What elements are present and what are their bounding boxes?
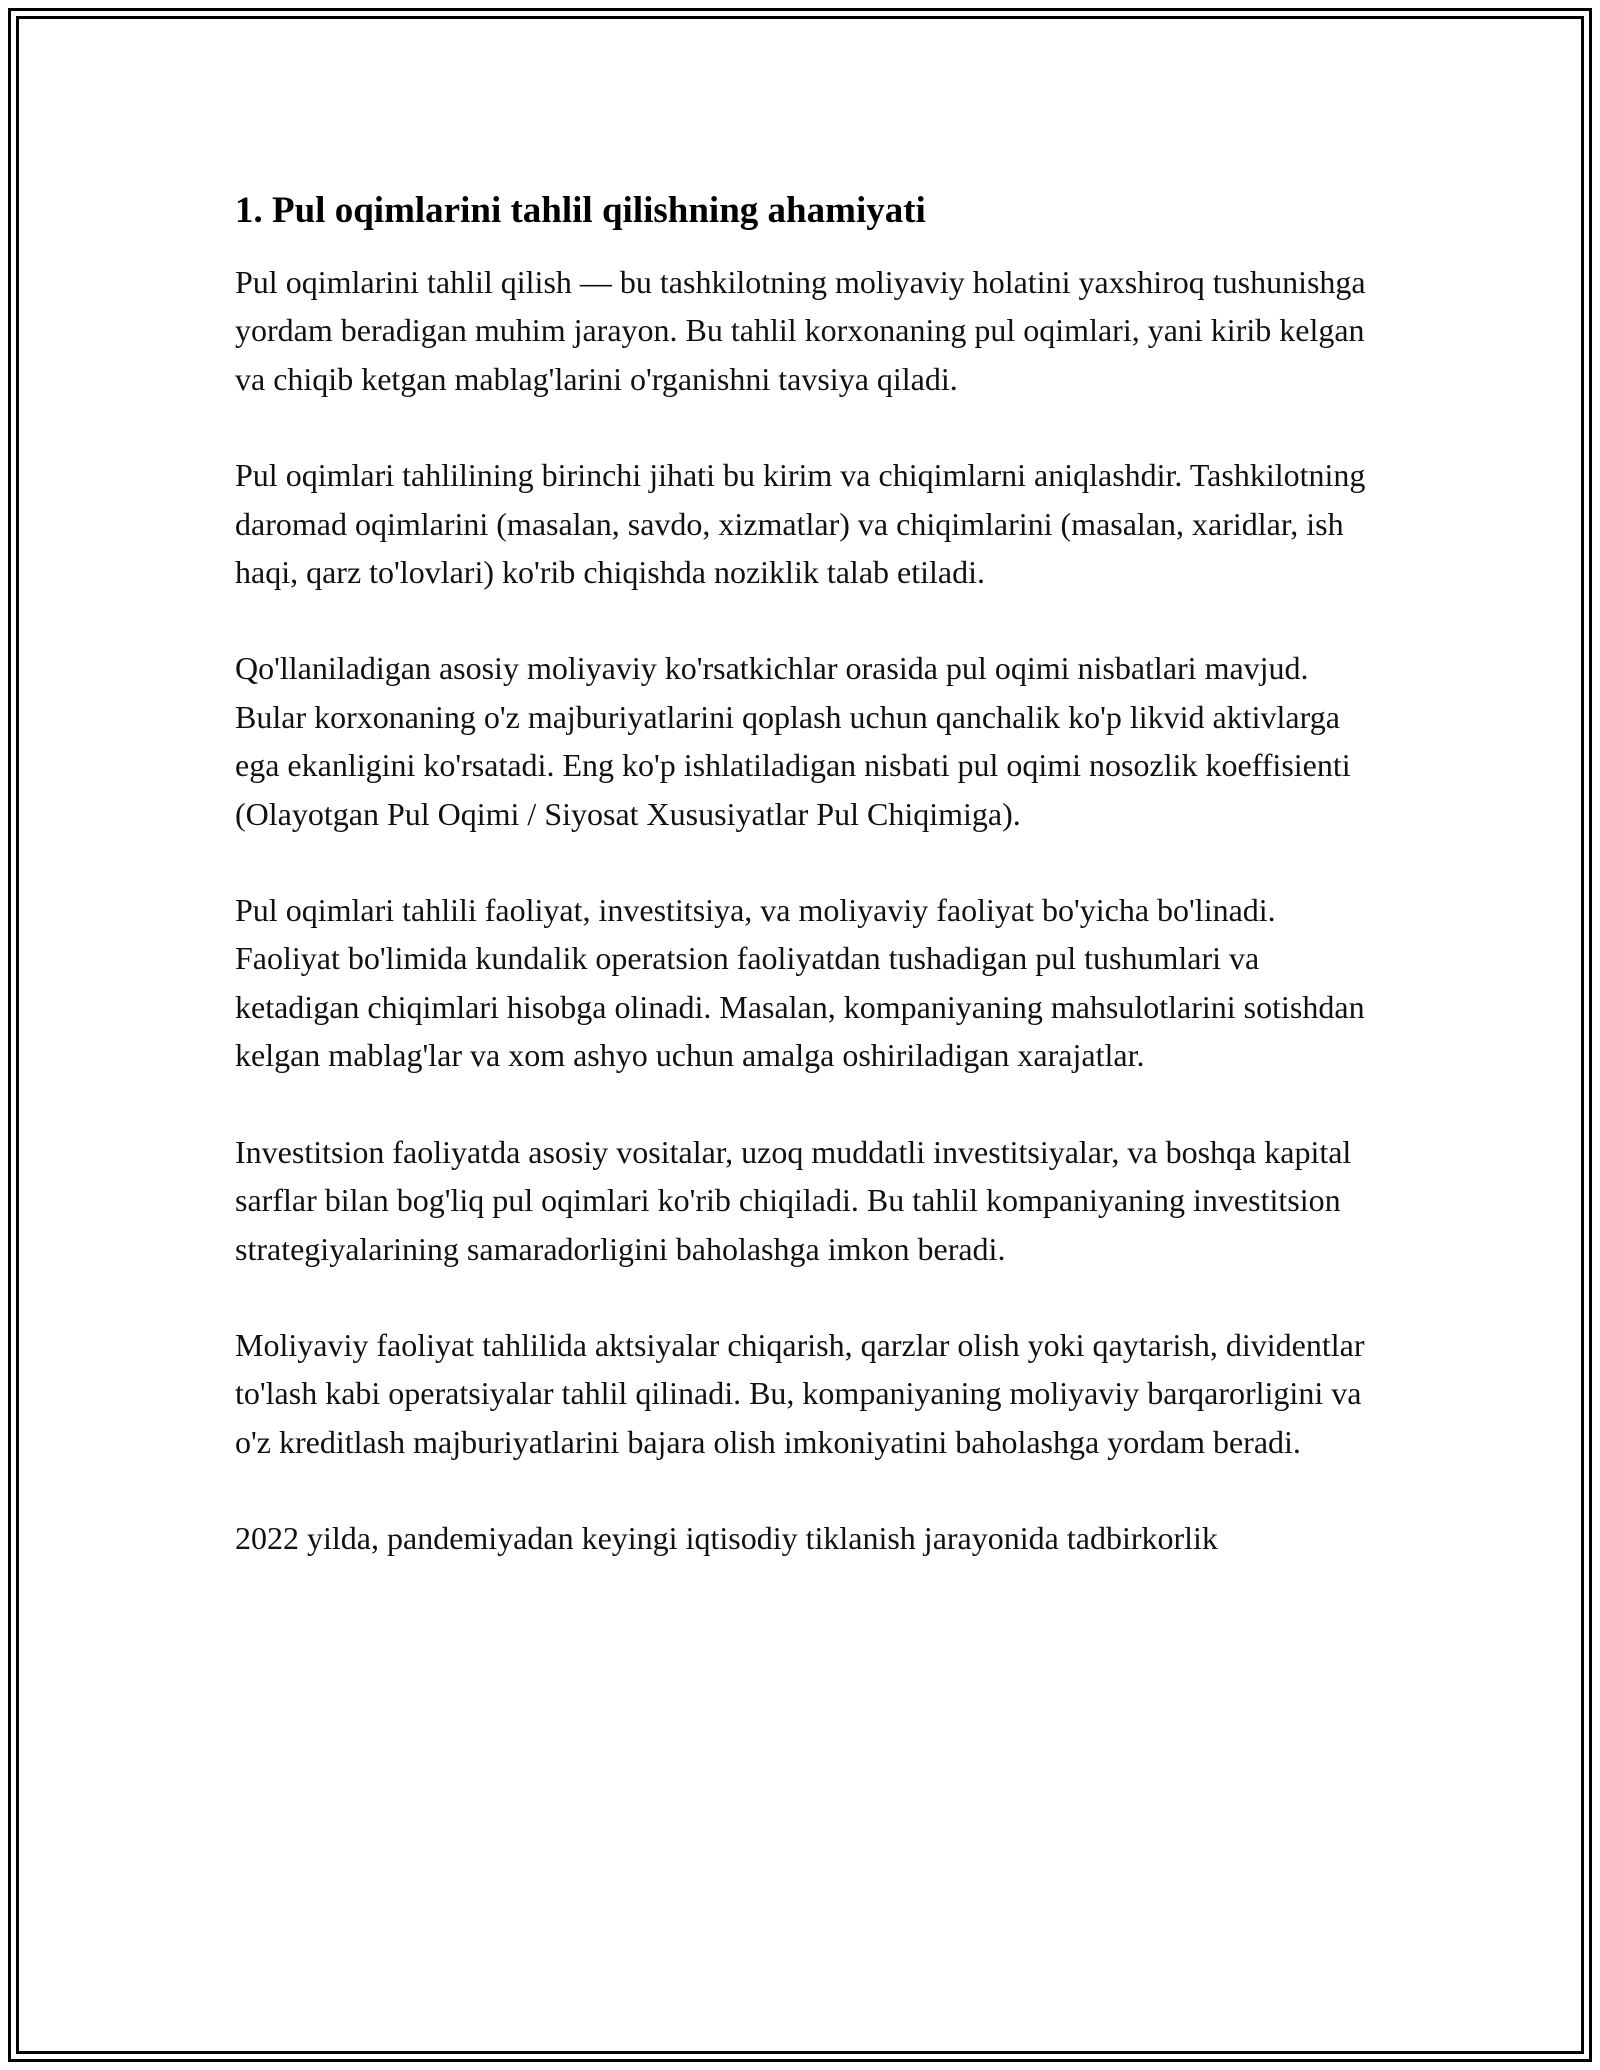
paragraph-7: 2022 yilda, pandemiyadan keyingi iqtisodiy tiklanish jarayonida tadbirkorlik bbox=[235, 1520, 1218, 1557]
paragraph-5: Investitsion faoliyatda asosiy vositalar, uzoq muddatli investitsiyalar, va boshqa kapital sarflar bilan bog'liq pul oqimlari ko'rib chiqiladi. Bu tahlil kompaniyaning investitsion strategiyalarining samaradorligini baholashga imkon beradi. bbox=[235, 1133, 1352, 1267]
paragraph-2: Pul oqimlari tahlilining birinchi jihati bu kirim va chiqimlarni aniqlashdir. Tashkilotning daromad oqimlarini (masalan, savdo, xizmatlar) va chiqimlarini (masalan, xaridlar, ish haqi, qarz to'lovlari) ko'rib chiqishda noziklik talab etiladi. bbox=[235, 457, 1366, 591]
section-heading: 1. Pul oqimlarini tahlil qilishning ahamiyati bbox=[235, 190, 926, 231]
document-body bbox=[235, 186, 1375, 1611]
paragraph-6: Moliyaviy faoliyat tahlilida aktsiyalar chiqarish, qarzlar olish yoki qaytarish, dividentlar to'lash kabi operatsiyalar tahlil qilinadi. Bu, kompaniyaning moliyaviy barqarorligini va o'z kreditlash majburiyatlarini bajara olish imkoniyatini baholashga yordam beradi. bbox=[235, 1326, 1365, 1460]
paragraph-3: Qo'llaniladigan asosiy moliyaviy ko'rsatkichlar orasida pul oqimi nisbatlari mavjud. Bular korxonaning o'z majburiyatlarini qoplash uchun qanchalik ko'p likvid aktivlarga ega ekanligini ko'rsatadi. Eng ko'p ishlatiladigan nisbati pul oqimi nosozlik koeffisienti (Olayotgan Pul Oqimi / Siyosat Xususiyatlar Pul Chiqimiga). bbox=[235, 650, 1351, 832]
paragraph-1: Pul oqimlarini tahlil qilish — bu tashkilotning moliyaviy holatini yaxshiroq tushunishga yordam beradigan muhim jarayon. Bu tahlil korxonaning pul oqimlari, yani kirib kelgan va chiqib ketgan mablag'larini o'rganishni tavsiya qiladi. bbox=[235, 264, 1366, 397]
paragraph-4: Pul oqimlari tahlili faoliyat, investitsiya, va moliyaviy faoliyat bo'yicha bo'linadi. Faoliyat bo'limida kundalik operatsion faoliyatdan tushadigan pul tushumlari va ketadigan chiqimlari hisobga olinadi. Masalan, kompaniyaning mahsulotlarini sotishdan kelgan mablag'lar va xom ashyo uchun amalga oshiriladigan xarajatlar. bbox=[235, 892, 1365, 1074]
